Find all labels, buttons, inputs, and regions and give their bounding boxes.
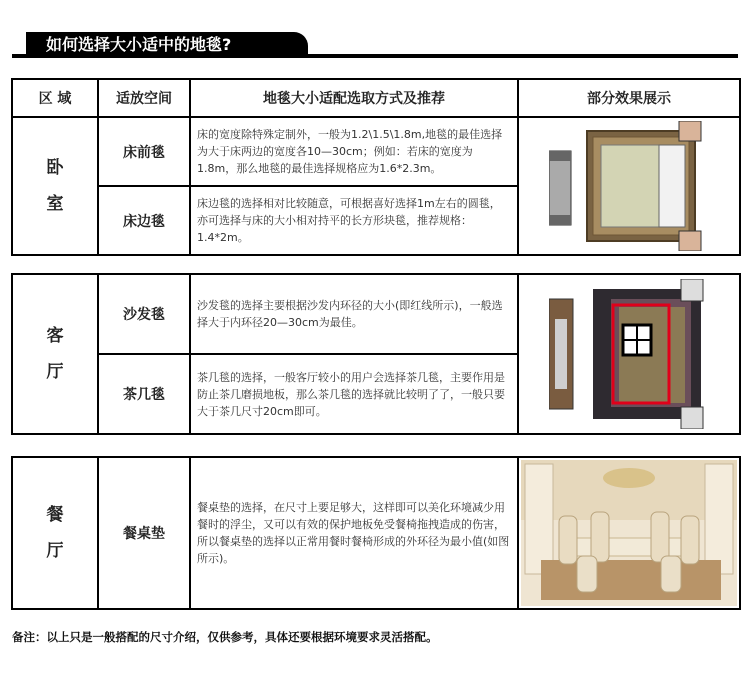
space-label: 茶几毯 <box>98 354 190 434</box>
livingroom-illustration <box>518 274 740 434</box>
area-char: 厅 <box>46 541 64 561</box>
livingroom-table <box>11 273 741 435</box>
page-title: 如何选择大小适中的地毯? <box>26 32 308 58</box>
header-method: 地毯大小适配选取方式及推荐 <box>190 79 518 117</box>
area-livingroom <box>12 274 98 434</box>
space-label: 沙发毯 <box>98 274 190 354</box>
area-char: 室 <box>46 194 64 214</box>
dining-room-photo-image <box>521 460 737 606</box>
space-description: 餐桌垫的选择，在尺寸上要足够大，这样即可以美化环境减少用餐时的浮尘，又可以有效的保护地板免受餐椅拖拽造成的伤害，所以餐桌垫的选择以正常用餐时餐椅形成的外环径为最小值(如图所示)。 <box>190 457 518 609</box>
bedroom-floorplan-image <box>549 121 709 251</box>
area-diningroom <box>12 457 98 609</box>
area-char: 卧 <box>46 158 64 178</box>
diningroom-photo <box>518 457 740 609</box>
area-bedroom <box>12 117 98 255</box>
livingroom-floorplan-image <box>549 279 709 429</box>
header-area: 区 域 <box>12 79 98 117</box>
table-row <box>12 274 740 354</box>
space-description: 床边毯的选择相对比较随意，可根据喜好选择1m左右的圆毯，亦可选择与床的大小相对持平的长方形块毯，推荐规格：1.4*2m。 <box>190 186 518 255</box>
space-label: 床边毯 <box>98 186 190 255</box>
bedroom-illustration <box>518 117 740 255</box>
area-char: 餐 <box>46 505 64 525</box>
footnote: 备注：以上只是一般搭配的尺寸介绍，仅供参考，具体还要根据环境要求灵活搭配。 <box>12 630 438 644</box>
title-underline <box>12 54 738 58</box>
space-label: 床前毯 <box>98 117 190 186</box>
header-demo: 部分效果展示 <box>518 79 740 117</box>
space-description: 茶几毯的选择，一般客厅较小的用户会选择茶几毯，主要作用是防止茶几磨损地板，那么茶几毯的选择就比较明了了，一般只要大于茶几尺寸20cm即可。 <box>190 354 518 434</box>
table-row <box>12 457 740 609</box>
table-row <box>12 117 740 186</box>
area-char: 客 <box>46 326 64 346</box>
space-label: 餐桌垫 <box>98 457 190 609</box>
area-char: 厅 <box>46 362 64 382</box>
table-header <box>12 79 740 117</box>
space-description: 床的宽度除特殊定制外，一般为1.2\1.5\1.8m,地毯的最佳选择为大于床两边的宽度各10—30cm；例如：若床的宽度为1.8m，那么地毯的最佳选择规格应为1.6*2.3m。 <box>190 117 518 186</box>
title-bar <box>12 32 738 64</box>
bedroom-table <box>11 78 741 256</box>
space-description: 沙发毯的选择主要根据沙发内环径的大小(即红线所示)，一般选择大于内环径20—30cm为最佳。 <box>190 274 518 354</box>
diningroom-table <box>11 456 741 610</box>
header-space: 适放空间 <box>98 79 190 117</box>
